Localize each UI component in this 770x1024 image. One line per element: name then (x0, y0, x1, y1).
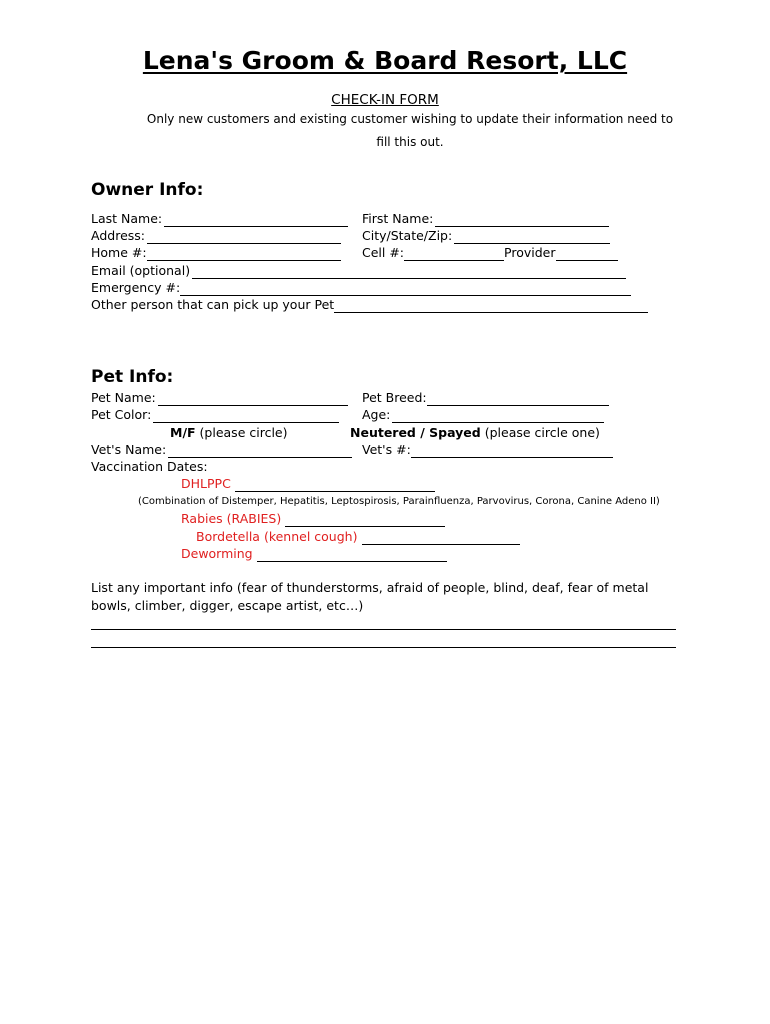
email-row (91, 262, 626, 279)
emergency-label: Emergency #: (91, 280, 181, 295)
city-state-zip-field[interactable] (454, 230, 610, 244)
cell-phone-field[interactable] (404, 247, 504, 261)
pet-color-row (91, 406, 339, 423)
neutered-options[interactable]: Neutered / Spayed (350, 425, 481, 440)
cell-phone-label: Cell #: (362, 245, 405, 260)
city-state-zip-row (362, 227, 610, 244)
other-pickup-field[interactable] (334, 299, 648, 313)
bordetella-field[interactable] (362, 531, 520, 545)
bordetella-label: Bordetella (kennel cough) (196, 529, 358, 544)
vaccination-dates-label: Vaccination Dates: (91, 459, 208, 474)
first-name-label: First Name: (362, 211, 434, 226)
rabies-label: Rabies (RABIES) (181, 511, 282, 526)
home-phone-row (91, 244, 341, 261)
vet-name-field[interactable] (168, 444, 352, 458)
deworming-label: Deworming (181, 546, 253, 561)
pet-name-label: Pet Name: (91, 390, 156, 405)
home-phone-field[interactable] (147, 247, 341, 261)
pet-info-heading: Pet Info: (91, 367, 174, 387)
dhlppc-label: DHLPPC (181, 476, 231, 491)
last-name-row (91, 210, 348, 227)
email-label: Email (optional) (91, 263, 191, 278)
home-phone-label: Home #: (91, 245, 147, 260)
email-field[interactable] (192, 265, 626, 279)
pet-breed-label: Pet Breed: (362, 390, 427, 405)
neutered-row (350, 424, 600, 441)
important-info-line-2[interactable] (91, 647, 676, 648)
pet-name-row (91, 389, 348, 406)
neutered-note: (please circle one) (484, 425, 600, 440)
age-row (362, 406, 604, 423)
first-name-field[interactable] (435, 213, 609, 227)
first-name-row (362, 210, 609, 227)
deworming-row (181, 545, 447, 562)
city-state-zip-label: City/State/Zip: (362, 228, 453, 243)
other-pickup-row (91, 296, 648, 313)
address-label: Address: (91, 228, 145, 243)
pet-color-field[interactable] (153, 409, 339, 423)
intro-text: Only new customers and existing customer wishing to update their information need to fill this out. (146, 112, 674, 149)
pet-color-label: Pet Color: (91, 407, 152, 422)
last-name-label: Last Name: (91, 211, 163, 226)
important-info-line-1[interactable] (91, 629, 676, 630)
dhlppc-note: (Combination of Distemper, Hepatitis, Leptospirosis, Parainfluenza, Parvovirus, Corona, Canine Adeno II) (138, 496, 660, 507)
pet-name-field[interactable] (158, 392, 348, 406)
vet-number-label: Vet's #: (362, 442, 411, 457)
vet-name-label: Vet's Name: (91, 442, 167, 457)
age-label: Age: (362, 407, 391, 422)
provider-field[interactable] (556, 247, 618, 261)
sex-row (170, 424, 287, 441)
age-field[interactable] (392, 409, 604, 423)
form-title: Lena's Groom & Board Resort, LLC (142, 46, 628, 75)
dhlppc-row (181, 475, 435, 492)
cell-phone-row (362, 244, 618, 261)
sex-note: (please circle) (199, 425, 288, 440)
pet-breed-row (362, 389, 609, 406)
vet-number-field[interactable] (411, 444, 613, 458)
rabies-row (181, 510, 445, 527)
deworming-field[interactable] (257, 548, 447, 562)
emergency-field[interactable] (180, 282, 631, 296)
vet-number-row (362, 441, 613, 458)
vet-name-row (91, 441, 352, 458)
bordetella-row (196, 528, 520, 545)
last-name-field[interactable] (164, 213, 348, 227)
form-subtitle: CHECK-IN FORM (331, 92, 439, 108)
dhlppc-field[interactable] (235, 478, 435, 492)
important-info-prompt: List any important info (fear of thunderstorms, afraid of people, blind, deaf, fear of metal bowls, climber, digger, escape artist, etc…) (91, 580, 649, 613)
provider-label: Provider (504, 245, 556, 260)
address-row (91, 227, 341, 244)
owner-info-heading: Owner Info: (91, 180, 204, 200)
rabies-field[interactable] (285, 513, 445, 527)
pet-breed-field[interactable] (427, 392, 609, 406)
address-field[interactable] (147, 230, 341, 244)
sex-options[interactable]: M/F (170, 425, 196, 440)
other-pickup-label: Other person that can pick up your Pet (91, 297, 335, 312)
emergency-row (91, 279, 631, 296)
